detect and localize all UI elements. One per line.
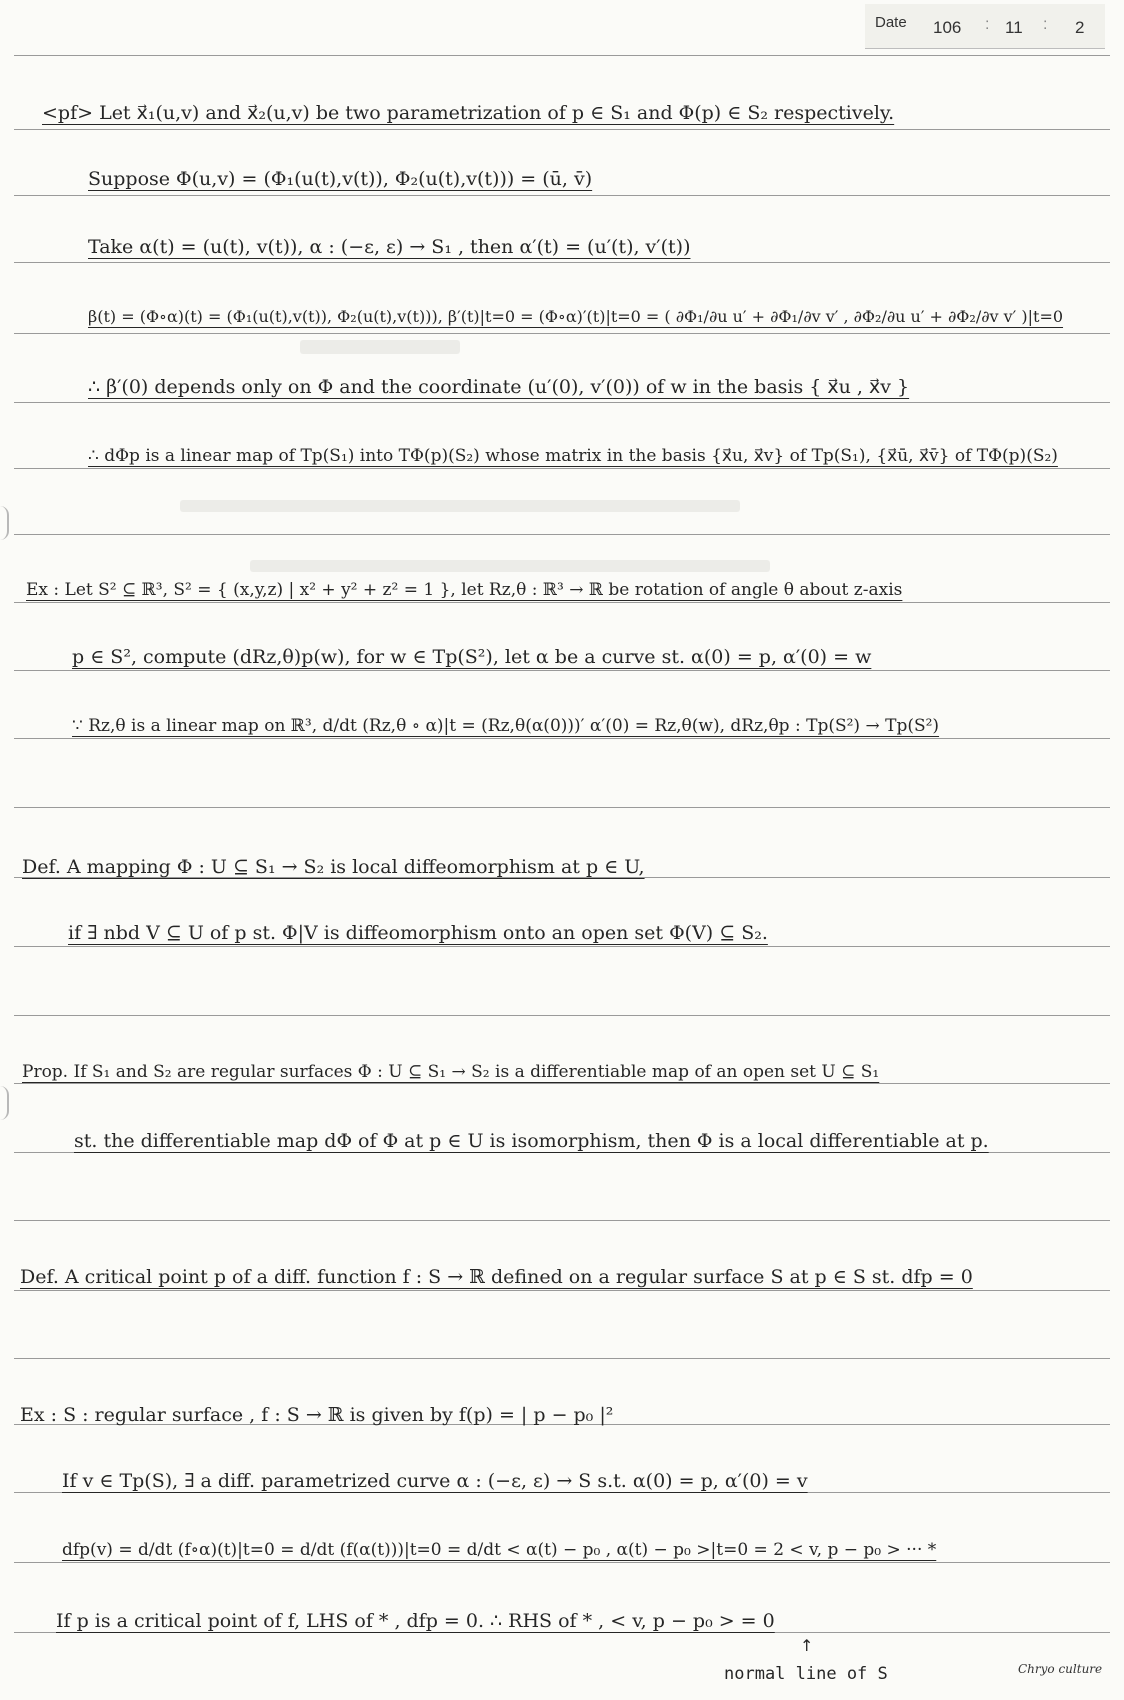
ruled-line [14, 468, 1110, 469]
therefore-linear-map-line: ∴ dΦp is a linear map of Tp(S₁) into TΦ(p)(S₂) whose matrix in the basis {x⃗u, x⃗v} of Tp(S₁), {x⃗ū, x⃗v̄} of TΦ(p)(S₂) [88, 446, 1058, 466]
therefore-depends-line: ∴ β′(0) depends only on Φ and the coordinate (u′(0), v′(0)) of w in the basis { x⃗u , x⃗v } [88, 376, 910, 398]
pf-intro-line: <pf> Let x⃗₁(u,v) and x⃗₂(u,v) be two parametrization of p ∈ S₁ and Φ(p) ∈ S₂ respectively. [42, 102, 895, 124]
date-separator: : [1043, 16, 1048, 33]
ruled-line [14, 534, 1110, 535]
ruled-line [14, 807, 1110, 808]
definition-critical-point-line: Def. A critical point p of a diff. function f : S → ℝ defined on a regular surface S at p ∈ S st. dfp = 0 [20, 1266, 973, 1288]
ruled-line [14, 1015, 1110, 1016]
example1-compute-line: p ∈ S², compute (dRz,θ)p(w), for w ∈ Tp(S²), let α be a curve st. α(0) = p, α′(0) = w [72, 646, 872, 668]
example2-statement-line: Ex : S : regular surface , f : S → ℝ is given by f(p) = | p − p₀ |² [20, 1404, 614, 1426]
ruled-line [14, 1152, 1110, 1153]
proposition-condition-line: st. the differentiable map dΦ of Φ at p ∈ U is isomorphism, then Φ is a local differentiable at p. [74, 1130, 989, 1152]
bleed-through-mark [250, 560, 770, 572]
binding-hole-mark [0, 506, 9, 540]
ruled-line [14, 670, 1110, 671]
normal-line-annotation: normal line of S [724, 1664, 888, 1684]
definition-local-diffeomorphism-line: Def. A mapping Φ : U ⊆ S₁ → S₂ is local diffeomorphism at p ∈ U, [22, 856, 645, 878]
ruled-line [14, 1290, 1110, 1291]
date-label: Date [875, 14, 907, 31]
example2-derivative-line: dfp(v) = d/dt (f∘α)(t)|t=0 = d/dt (f(α(t)))|t=0 = d/dt < α(t) − p₀ , α(t) − p₀ >|t=0 = 2 < v, p − p₀ > ··· * [62, 1540, 937, 1560]
example2-curve-line: If v ∈ Tp(S), ∃ a diff. parametrized curve α : (−ε, ε) → S s.t. α(0) = p, α′(0) = v [62, 1470, 808, 1492]
proposition-statement-line: Prop. If S₁ and S₂ are regular surfaces Φ : U ⊆ S₁ → S₂ is a differentiable map of an open set U ⊆ S₁ [22, 1062, 880, 1082]
take-line: Take α(t) = (u(t), v(t)), α : (−ε, ε) → S₁ , then α′(t) = (u′(t), v′(t)) [88, 236, 691, 258]
ruled-line [14, 195, 1110, 196]
ruled-line [14, 738, 1110, 739]
bleed-through-mark [180, 500, 740, 512]
beta-line: β(t) = (Φ∘α)(t) = (Φ₁(u(t),v(t)), Φ₂(u(t),v(t))), β′(t)|t=0 = (Φ∘α)′(t)|t=0 = ( ∂Φ₁/∂u u′ + ∂Φ₁/∂v v′ , ∂Φ₂/∂u u′ + ∂Φ₂/∂v v′ )|t=0 [88, 307, 1064, 326]
up-arrow-icon: ↑ [800, 1636, 814, 1655]
date-day: 2 [1075, 18, 1085, 37]
ruled-line [14, 402, 1110, 403]
ruled-line [14, 129, 1110, 130]
ruled-line [14, 602, 1110, 603]
ruled-line [14, 333, 1110, 334]
ruled-line [14, 1632, 1110, 1633]
ruled-line [14, 1358, 1110, 1359]
ruled-line [14, 946, 1110, 947]
example1-statement-line: Ex : Let S² ⊆ ℝ³, S² = { (x,y,z) | x² + y² + z² = 1 }, let Rz,θ : ℝ³ → ℝ be rotation of angle θ about z-axis [26, 580, 903, 600]
example1-because-line: ∵ Rz,θ is a linear map on ℝ³, d/dt (Rz,θ ∘ α)|t = (Rz,θ(α(0)))′ α′(0) = Rz,θ(w), dRz,θp : Tp(S²) → Tp(S²) [72, 716, 940, 736]
ruled-line [14, 262, 1110, 263]
notebook-brand-logo: Chryo culture [1018, 1662, 1103, 1676]
definition-local-diffeomorphism-condition-line: if ∃ nbd V ⊆ U of p st. Φ|V is diffeomorphism onto an open set Φ(V) ⊆ S₂. [68, 922, 768, 944]
ruled-line [14, 1492, 1110, 1493]
ruled-line [14, 1562, 1110, 1563]
suppose-line: Suppose Φ(u,v) = (Φ₁(u(t),v(t)), Φ₂(u(t),v(t))) = (ū, v̄) [88, 168, 593, 190]
date-separator: : [985, 16, 990, 33]
date-month: 11 [1005, 18, 1023, 37]
date-year: 106 [933, 18, 962, 37]
bleed-through-mark [300, 340, 460, 354]
ruled-line [14, 1220, 1110, 1221]
ruled-line [14, 55, 1110, 56]
binding-hole-mark [0, 1086, 9, 1120]
date-header [865, 4, 1105, 49]
ruled-line [14, 1083, 1110, 1084]
example2-critical-line: If p is a critical point of f, LHS of * , dfp = 0. ∴ RHS of * , < v, p − p₀ > = 0 [56, 1610, 775, 1632]
